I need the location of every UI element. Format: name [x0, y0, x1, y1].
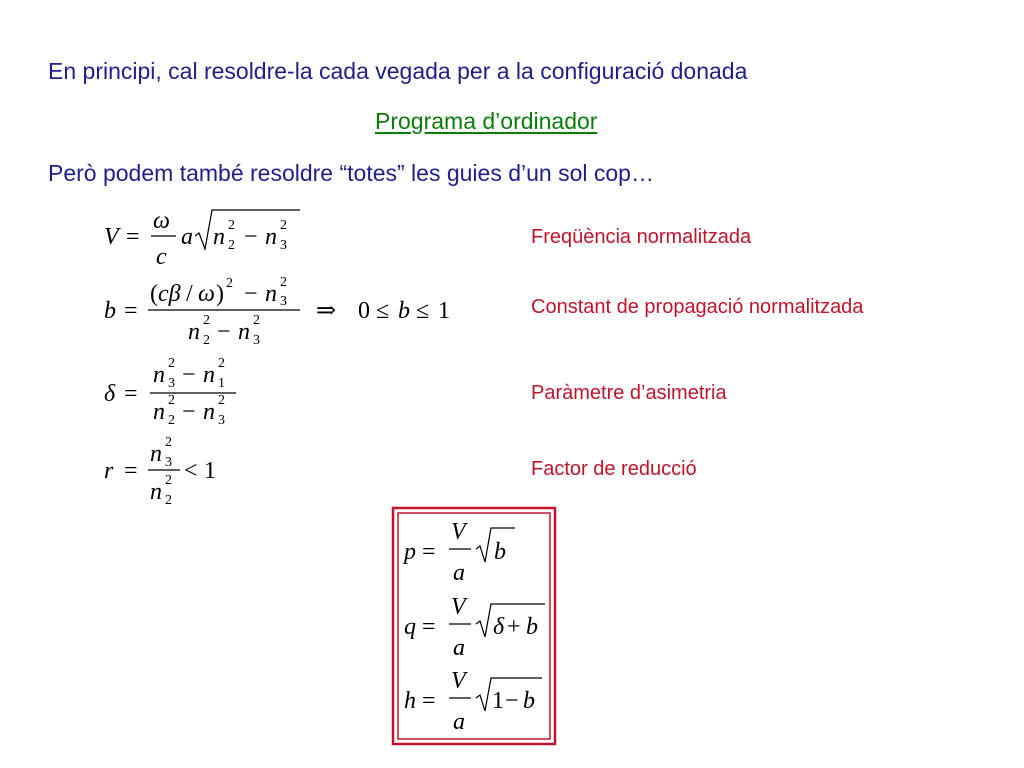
svg-text:p: p — [404, 539, 416, 565]
svg-text:n: n — [153, 399, 165, 425]
svg-text:3: 3 — [168, 376, 175, 391]
svg-text:2: 2 — [165, 473, 172, 488]
svg-text:V: V — [104, 224, 119, 250]
svg-text:b: b — [104, 298, 116, 324]
svg-text:=: = — [422, 688, 436, 714]
svg-text:a: a — [453, 709, 465, 735]
svg-text:<: < — [184, 458, 198, 484]
svg-text:b: b — [398, 298, 410, 324]
svg-text:1: 1 — [438, 298, 450, 324]
svg-text:3: 3 — [218, 413, 225, 428]
formula-p — [402, 519, 515, 586]
svg-text:−: − — [217, 319, 231, 345]
svg-text:−: − — [244, 281, 258, 307]
svg-text:2: 2 — [218, 356, 225, 371]
svg-text:b: b — [526, 614, 538, 640]
svg-text:n: n — [153, 362, 165, 388]
svg-text:2: 2 — [253, 313, 260, 328]
svg-text:a: a — [181, 224, 193, 250]
svg-text:n: n — [213, 224, 225, 250]
svg-text:1: 1 — [204, 458, 216, 484]
svg-text:V: V — [451, 668, 466, 694]
svg-text:V: V — [451, 594, 466, 620]
svg-text:2: 2 — [228, 238, 235, 253]
svg-text:2: 2 — [168, 356, 175, 371]
svg-text:−: − — [244, 224, 258, 250]
formula-h — [404, 668, 542, 735]
svg-text:ω: ω — [198, 281, 215, 307]
svg-text:2: 2 — [168, 393, 175, 408]
svg-text:−: − — [182, 399, 196, 425]
svg-text:3: 3 — [253, 333, 260, 348]
svg-text:2: 2 — [218, 393, 225, 408]
svg-text:r: r — [104, 458, 114, 484]
svg-text:(: ( — [150, 281, 158, 307]
svg-text:3: 3 — [280, 238, 287, 253]
svg-text:−: − — [182, 362, 196, 388]
label-normalized-frequency: Freqüència normalitzada — [531, 226, 752, 248]
boxed-formulas — [393, 508, 555, 744]
svg-text:δ: δ — [493, 614, 505, 640]
svg-text:0: 0 — [358, 298, 370, 324]
svg-text:2: 2 — [165, 435, 172, 450]
equation-normalized-frequency — [104, 208, 300, 270]
label-asymmetry-parameter: Paràmetre d’asimetria — [531, 382, 727, 404]
svg-text:h: h — [404, 688, 416, 714]
svg-text:⇒: ⇒ — [316, 298, 337, 324]
svg-text:1: 1 — [218, 376, 225, 391]
svg-text:2: 2 — [280, 218, 287, 233]
svg-text:a: a — [453, 635, 465, 661]
svg-text:+: + — [507, 614, 521, 640]
heading-computer-program: Programa d’ordinador — [375, 108, 598, 134]
heading-line-3: Però podem també resoldre “totes” les guies d’un sol cop… — [48, 160, 654, 186]
svg-text:n: n — [238, 319, 250, 345]
svg-text:b: b — [523, 688, 535, 714]
svg-text:δ: δ — [104, 381, 116, 407]
equation-propagation-constant — [104, 275, 450, 348]
svg-text:a: a — [453, 560, 465, 586]
svg-text:n: n — [265, 281, 277, 307]
svg-text:−: − — [505, 688, 519, 714]
svg-text:cβ: cβ — [158, 281, 181, 307]
svg-text:n: n — [203, 362, 215, 388]
label-reduction-factor: Factor de reducció — [531, 458, 697, 480]
svg-text:2: 2 — [203, 313, 210, 328]
svg-text:3: 3 — [165, 455, 172, 470]
svg-text:=: = — [124, 298, 138, 324]
svg-text:/: / — [186, 281, 193, 307]
heading-line-1: En principi, cal resoldre-la cada vegada per a la configuració donada — [48, 58, 748, 84]
svg-text:≤: ≤ — [376, 298, 390, 324]
svg-text:n: n — [265, 224, 277, 250]
svg-text:2: 2 — [168, 413, 175, 428]
svg-text:): ) — [216, 281, 224, 307]
svg-text:b: b — [494, 539, 506, 565]
svg-text:=: = — [124, 381, 138, 407]
svg-text:n: n — [188, 319, 200, 345]
svg-text:=: = — [124, 458, 138, 484]
svg-text:c: c — [156, 244, 167, 270]
svg-text:=: = — [422, 614, 436, 640]
svg-text:n: n — [203, 399, 215, 425]
svg-text:n: n — [150, 479, 162, 505]
svg-text:2: 2 — [226, 276, 233, 291]
svg-text:2: 2 — [228, 218, 235, 233]
equation-asymmetry — [104, 356, 236, 428]
formula-q — [404, 594, 545, 661]
svg-text:=: = — [422, 539, 436, 565]
svg-text:=: = — [126, 224, 140, 250]
svg-text:q: q — [404, 614, 416, 640]
svg-text:3: 3 — [280, 294, 287, 309]
equation-reduction-factor — [104, 435, 216, 508]
svg-text:≤: ≤ — [416, 298, 430, 324]
svg-text:2: 2 — [203, 333, 210, 348]
svg-text:2: 2 — [280, 275, 287, 290]
svg-text:2: 2 — [165, 493, 172, 508]
svg-text:1: 1 — [492, 688, 504, 714]
label-normalized-propagation-constant: Constant de propagació normalitzada — [531, 296, 864, 318]
svg-text:ω: ω — [153, 208, 170, 234]
svg-text:V: V — [451, 519, 466, 545]
svg-text:n: n — [150, 441, 162, 467]
